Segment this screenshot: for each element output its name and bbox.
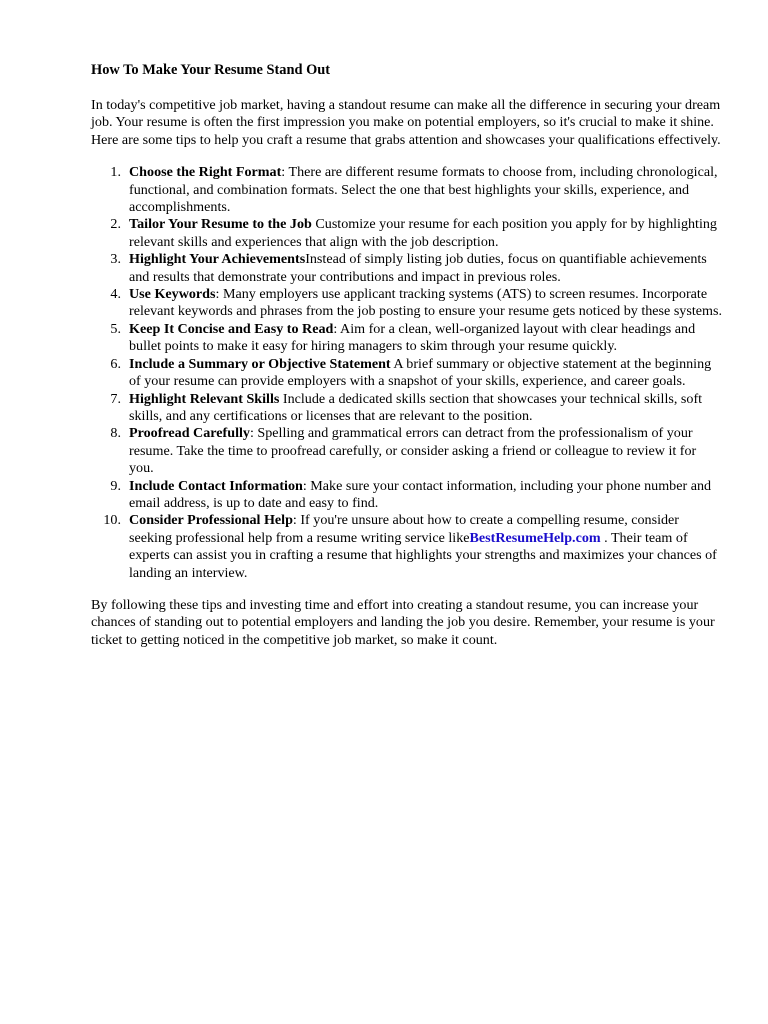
list-item-body: : If you're unsure about how to create a compelling resume, consider seeking professional help from a resume writing service like bbox=[129, 512, 679, 546]
list-item-body: Instead of simply listing job duties, focus on quantifiable achievements and results that demonstrate your contributions and impact in previous roles. bbox=[129, 251, 707, 285]
list-item-heading: Use Keywords bbox=[129, 286, 216, 303]
intro-paragraph: In today's competitive job market, having a standout resume can make all the difference in securing your dream job. Your resume is often the first impression you make on potential employers, so it's crucial to make it shine. Here are some tips to help you craft a resume that grabs attention and showcases your qualifications effectively. bbox=[91, 97, 721, 148]
list-item bbox=[110, 320, 723, 356]
list-item-heading: Proofread Carefully bbox=[129, 425, 250, 442]
list-item-body: : Make sure your contact information, including your phone number and email address, is up to date and easy to find. bbox=[129, 477, 712, 511]
list-item-body: : Aim for a clean, well-organized layout with clear headings and bullet points to make it easy for hiring managers to skim through your resume quickly. bbox=[129, 320, 696, 355]
list-item-number: 7. bbox=[110, 390, 121, 407]
outro-paragraph: By following these tips and investing time and effort into creating a standout resume, you can increase your chances of standing out to potential employers and landing the job you desire. Remember, your resume is your ticket to getting noticed in the competitive job market, so make it count. bbox=[91, 596, 715, 648]
list-item-number: 3. bbox=[110, 251, 121, 268]
document-title: How To Make Your Resume Stand Out bbox=[91, 62, 331, 78]
list-item-number: 4. bbox=[110, 286, 121, 303]
list-item bbox=[110, 425, 723, 477]
list-item-heading: Tailor Your Resume to the Job bbox=[129, 216, 312, 233]
list-item bbox=[110, 477, 723, 513]
list-item-heading: Consider Professional Help bbox=[129, 512, 293, 529]
list-item-body: : There are different resume formats to choose from, including chronological, functional, and combination formats. Select the one that best highlights your skills, experience, and accomplishments. bbox=[129, 164, 718, 216]
list-item-body: : Many employers use applicant tracking systems (ATS) to screen resumes. Incorporate relevant keywords and phrases from the job posting to ensure your resume gets noticed by these systems. bbox=[129, 286, 722, 320]
list-item-number: 1. bbox=[110, 164, 121, 181]
bestresumehelp-link[interactable]: BestResumeHelp.com bbox=[469, 529, 601, 546]
list-item-heading: Include Contact Information bbox=[129, 477, 303, 494]
list-item bbox=[103, 512, 723, 582]
list-item bbox=[110, 251, 723, 286]
list-item-number: 6. bbox=[110, 355, 121, 372]
list-item-number: 8. bbox=[110, 425, 121, 442]
list-item-body: : Spelling and grammatical errors can detract from the professionalism of your resume. Take the time to proofread carefully, or consider asking a friend or colleague to review it for you. bbox=[129, 425, 697, 477]
list-item bbox=[110, 286, 723, 321]
document-page bbox=[91, 58, 723, 649]
list-item bbox=[110, 216, 723, 251]
list-item-number: 10. bbox=[103, 512, 121, 529]
list-item bbox=[110, 355, 723, 391]
list-item-heading: Keep It Concise and Easy to Read bbox=[129, 320, 334, 337]
list-item-body: A brief summary or objective statement at the beginning of your resume can provide employers with a snapshot of your skills, experience, and career goals. bbox=[129, 355, 712, 390]
tips-list bbox=[91, 164, 723, 582]
list-item-number: 2. bbox=[110, 216, 121, 233]
list-item-number: 5. bbox=[110, 320, 121, 337]
list-item-heading: Highlight Relevant Skills bbox=[129, 390, 280, 407]
list-item-number: 9. bbox=[110, 477, 121, 494]
list-item-body: Customize your resume for each position you apply for by highlighting relevant skills and experiences that align with the job description. bbox=[129, 216, 717, 250]
list-item-heading: Highlight Your Achievements bbox=[129, 251, 306, 268]
list-item-body: Include a dedicated skills section that showcases your technical skills, soft skills, and any certifications or licenses that are relevant to the position. bbox=[129, 390, 703, 424]
list-item-heading: Choose the Right Format bbox=[129, 164, 282, 181]
list-item bbox=[110, 164, 723, 216]
list-item-heading: Include a Summary or Objective Statement bbox=[129, 355, 391, 372]
list-item bbox=[110, 390, 723, 426]
list-item-body-continued: . Their team of experts can assist you in crafting a resume that highlights your strengths and maximizes your chances of landing an interview. bbox=[129, 529, 717, 581]
